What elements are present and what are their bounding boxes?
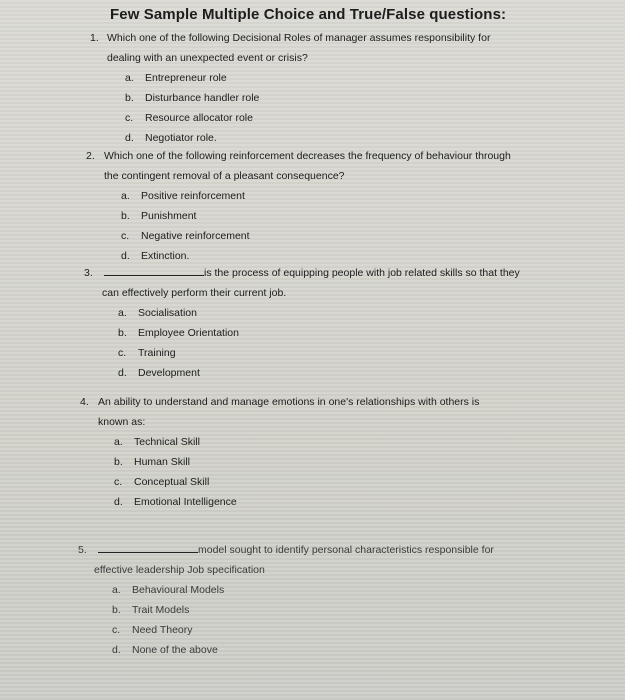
option-c: c. Negative reinforcement bbox=[121, 230, 250, 242]
option-c: c. Resource allocator role bbox=[125, 112, 253, 124]
option-d: d. Development bbox=[118, 367, 200, 379]
question-1-options bbox=[90, 68, 610, 148]
question-4-line1: 4. An ability to understand and manage emotions in one's relationships with others is bbox=[80, 392, 610, 412]
option-b: b. Employee Orientation bbox=[118, 327, 239, 339]
page-title: Few Sample Multiple Choice and True/False questions: bbox=[110, 6, 507, 23]
question-2-options bbox=[86, 186, 616, 266]
option-a: a. Entrepreneur role bbox=[125, 72, 227, 84]
fill-in-blank bbox=[104, 263, 204, 276]
option-b: b. Human Skill bbox=[114, 456, 191, 468]
option-b: b. Punishment bbox=[121, 210, 197, 222]
option-c: c. Conceptual Skill bbox=[114, 476, 210, 488]
question-3-line2: can effectively perform their current job. bbox=[102, 287, 287, 299]
fill-in-blank bbox=[98, 540, 198, 553]
question-5-line1: 5. model sought to identify personal characteristics responsible for bbox=[78, 540, 608, 560]
option-d: d. None of the above bbox=[112, 644, 218, 656]
option-d: d. Emotional Intelligence bbox=[114, 496, 237, 508]
option-c: c. Need Theory bbox=[112, 624, 193, 636]
question-2-number: 2. bbox=[86, 150, 95, 162]
option-a: a. Positive reinforcement bbox=[121, 190, 245, 202]
question-1 bbox=[90, 28, 610, 148]
option-a: a. Socialisation bbox=[118, 307, 197, 319]
question-5 bbox=[78, 540, 608, 660]
question-4-line2: known as: bbox=[98, 416, 146, 428]
question-3-options bbox=[84, 303, 614, 383]
option-b: b. Disturbance handler role bbox=[125, 92, 260, 104]
question-1-line1: 1. Which one of the following Decisional Roles of manager assumes responsibility for bbox=[90, 28, 610, 48]
question-5-options bbox=[78, 580, 608, 660]
option-d: d. Negotiator role. bbox=[125, 132, 217, 144]
question-2-line2: the contingent removal of a pleasant consequence? bbox=[104, 170, 345, 182]
option-d: d. Extinction. bbox=[121, 250, 190, 262]
question-4 bbox=[80, 392, 610, 512]
question-3-line1: 3. is the process of equipping people with job related skills so that they bbox=[84, 263, 614, 283]
question-4-number: 4. bbox=[80, 396, 89, 408]
question-2-line1: 2. Which one of the following reinforcement decreases the frequency of behaviour through bbox=[86, 146, 616, 166]
question-3-number: 3. bbox=[84, 267, 93, 279]
option-a: a. Technical Skill bbox=[114, 436, 200, 448]
option-b: b. Trait Models bbox=[112, 604, 190, 616]
question-5-line2: effective leadership Job specification bbox=[94, 564, 265, 576]
question-1-line2: dealing with an unexpected event or crisis? bbox=[107, 52, 308, 64]
question-5-number: 5. bbox=[78, 544, 87, 556]
question-2 bbox=[86, 146, 616, 266]
question-3 bbox=[84, 263, 614, 383]
question-1-number: 1. bbox=[90, 32, 99, 44]
option-a: a. Behavioural Models bbox=[112, 584, 225, 596]
option-c: c. Training bbox=[118, 347, 176, 359]
question-4-options bbox=[80, 432, 610, 512]
